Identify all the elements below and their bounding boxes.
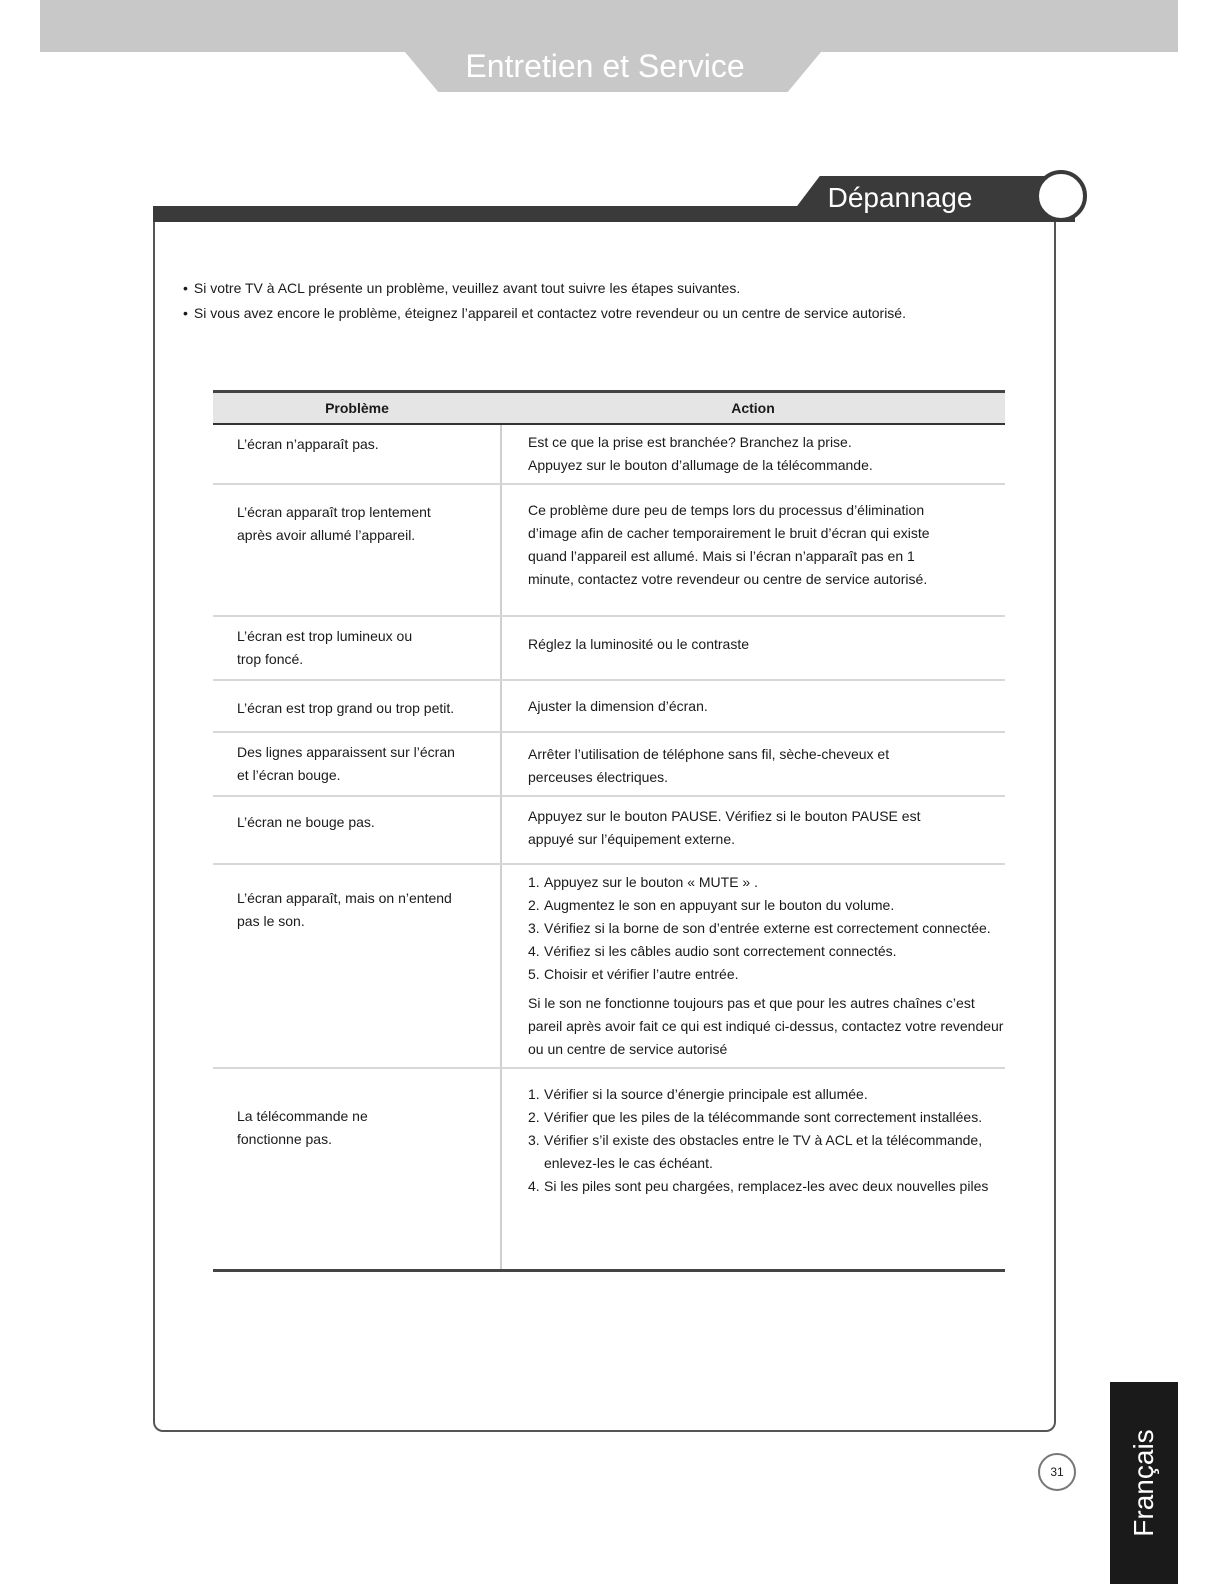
item-text: Vérifiez si la borne de son d’entrée externe est correctement connectée. [544,920,991,936]
item-number: 1. [528,1086,540,1102]
item-number: 5. [528,966,540,982]
problem-line: et l’écran bouge. [237,767,341,783]
problem-line: L’écran est trop grand ou trop petit. [237,700,455,716]
action-cell [501,424,1005,484]
item-text: Choisir et vérifier l’autre entrée. [544,966,739,982]
problem-line: trop foncé. [237,651,304,667]
intro-line [183,305,1063,330]
action-item [528,917,1005,940]
action-line: appuyé sur l’équipement externe. [528,831,736,847]
item-number: 3. [528,1132,540,1148]
item-text: Appuyez sur le bouton « MUTE » . [544,874,758,890]
header-problem: Problème [213,392,501,425]
action-line: Ajuster la dimension d’écran. [528,698,708,714]
table-row [213,732,1005,796]
item-text: Vérifiez si les câbles audio sont correctement connectés. [544,943,897,959]
action-cell [501,732,1005,796]
table-row [213,484,1005,616]
page-number: 31 [1038,1453,1076,1491]
action-line: Arrêter l’utilisation de téléphone sans fil, sèche-cheveux et [528,746,890,762]
item-text: Vérifier si la source d’énergie principale est allumée. [544,1086,868,1102]
table-row [213,616,1005,680]
problem-line: L’écran est trop lumineux ou [237,628,413,644]
table-row [213,796,1005,864]
section-title: Dépannage [827,182,973,213]
action-line: Réglez la luminosité ou le contraste [528,636,750,652]
table-row [213,424,1005,484]
problem-cell [213,1068,501,1270]
problem-line: Des lignes apparaissent sur l’écran [237,744,455,760]
action-cell [501,484,1005,616]
action-line: Appuyez sur le bouton d’allumage de la télécommande. [528,457,873,473]
action-cell [501,796,1005,864]
action-item [528,1106,1005,1129]
action-item [528,1083,1005,1106]
action-line: Est ce que la prise est branchée? Branchez la prise. [528,434,852,450]
problem-line: L’écran apparaît, mais on n’entend [237,890,452,906]
problem-cell [213,732,501,796]
header-action: Action [501,392,1005,425]
bullet-icon: • [183,280,188,296]
intro-line [183,280,1063,305]
action-item [528,1175,1005,1198]
problem-line: L’écran n’apparaît pas. [237,436,379,452]
item-number: 1. [528,874,540,890]
problem-line: après avoir allumé l’appareil. [237,527,416,543]
action-item [528,894,1005,917]
action-line: Ce problème dure peu de temps lors du processus d’élimination [528,502,925,518]
action-item [528,963,1005,986]
table-row [213,864,1005,1068]
action-item [528,940,1005,963]
action-line: minute, contactez votre revendeur ou centre de service autorisé. [528,571,928,587]
action-line: d’image afin de cacher temporairement le bruit d’écran qui existe [528,525,930,541]
section-circle-ornament [1035,170,1087,222]
action-item [528,1129,1005,1175]
problem-line: pas le son. [237,913,305,929]
intro [183,280,1063,330]
item-number: 4. [528,943,540,959]
action-item [528,871,1005,894]
problem-cell [213,680,501,732]
action-line: Appuyez sur le bouton PAUSE. Vérifiez si le bouton PAUSE est [528,808,921,824]
problem-line: L’écran apparaît trop lentement [237,504,431,520]
item-number: 4. [528,1178,540,1194]
problem-cell [213,864,501,1068]
action-line: quand l’appareil est allumé. Mais si l’écran n’apparaît pas en 1 [528,548,915,564]
item-text: Vérifier que les piles de la télécommande sont correctement installées. [544,1109,983,1125]
troubleshooting-table [213,390,1005,1272]
intro-text: Si vous avez encore le problème, éteignez l’appareil et contactez votre revendeur ou un centre de service autorisé. [193,305,906,321]
problem-line: fonctionne pas. [237,1131,332,1147]
bullet-icon: • [183,305,188,321]
item-text: Si les piles sont peu chargées, remplacez-les avec deux nouvelles piles [544,1178,989,1194]
action-line: perceuses électriques. [528,769,669,785]
intro-text: Si votre TV à ACL présente un problème, veuillez avant tout suivre les étapes suivantes. [193,280,741,296]
action-cell [501,864,1005,1068]
item-text: Vérifier s’il existe des obstacles entre le TV à ACL et la télécommande, enlevez-les le cas échéant. [544,1132,983,1171]
problem-line: L’écran ne bouge pas. [237,814,375,830]
item-number: 2. [528,897,540,913]
action-cell [501,616,1005,680]
problem-line: La télécommande ne [237,1108,368,1124]
action-cell [501,1068,1005,1270]
problem-cell [213,796,501,864]
item-number: 3. [528,920,540,936]
action-note: Si le son ne fonctionne toujours pas et que pour les autres chaînes c’est pareil après avoir fait ce qui est indiqué ci-dessus, contactez votre revendeur ou un centre de service autorisé [528,995,1004,1057]
table-row [213,1068,1005,1270]
item-number: 2. [528,1109,540,1125]
action-cell [501,680,1005,732]
problem-cell [213,424,501,484]
page-title: Entretien et Service [465,48,745,84]
item-text: Augmentez le son en appuyant sur le bouton du volume. [544,897,895,913]
problem-cell [213,484,501,616]
table-row [213,680,1005,732]
language-label: Français [1128,1429,1159,1537]
problem-cell [213,616,501,680]
